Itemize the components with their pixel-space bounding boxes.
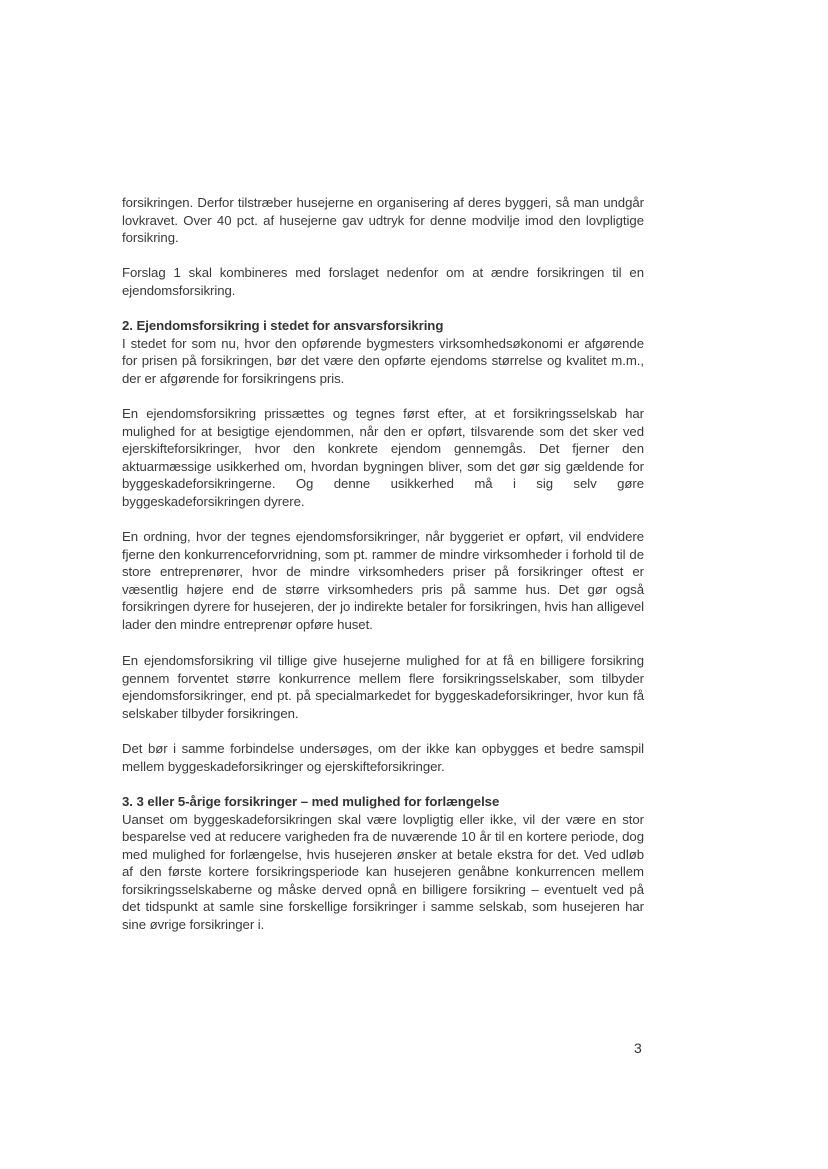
paragraph-billigere-forsikring — [122, 652, 644, 722]
paragraph-text: Forslag 1 skal kombineres med forslaget nedenfor om at ændre forsikringen til en ejendomsforsikring. — [122, 265, 644, 298]
paragraph-samspil — [122, 740, 644, 775]
section-3 — [122, 793, 644, 933]
section-2 — [122, 317, 644, 387]
paragraph-forsikringen-intro — [122, 194, 644, 247]
paragraph-text: I stedet for som nu, hvor den opførende bygmesters virksomhedsøkonomi er afgørende for prisen på forsikringen, bør det være den opførte ejendoms størrelse og kvalitet m.m., der er afgørende for forsikringens pris. — [122, 335, 644, 386]
paragraph-text: En ejendomsforsikring vil tillige give husejerne mulighed for at få en billigere forsikring gennem forventet større konkurrence mellem flere forsikringsselskaber, som tilbyder ejendomsforsikringer, end pt. på specialmarkedet for byggeskadeforsikringer, hvor kun få selskaber tilbyder forsikringen. — [122, 653, 644, 721]
page-number: 3 — [634, 1040, 642, 1056]
section-2-heading: 2. Ejendomsforsikring i stedet for ansvarsforsikring — [122, 318, 444, 333]
section-3-heading: 3. 3 eller 5-årige forsikringer – med mulighed for forlængelse — [122, 794, 500, 809]
paragraph-text: forsikringen. Derfor tilstræber husejerne en organisering af deres byggeri, så man undgår lovkravet. Over 40 pct. af husejerne gav udtryk for denne modvilje imod den lovpligtige forsikring. — [122, 195, 644, 245]
paragraph-text: En ordning, hvor der tegnes ejendomsforsikringer, når byggeriet er opført, vil endvidere fjerne den konkurrenceforvridning, som pt. rammer de mindre virksomheder i forhold til de store entreprenører, hvor de mindre virksomheders priser på forsikringer oftest er væsentlig højere end de større virksomheders pris på samme hus. Det gør også forsikringen dyrere for husejeren, der jo indirekte betaler for forsikringen, hvis han alligevel lader den mindre entreprenør opføre huset. — [122, 529, 644, 632]
paragraph-ordning — [122, 528, 644, 633]
paragraph-ejendomsforsikring-prissaettes — [122, 405, 644, 510]
paragraph-text: Uanset om byggeskadeforsikringen skal være lovpligtig eller ikke, vil der være en stor besparelse ved at reducere varigheden fra de nuværende 10 år til en kortere periode, dog med mulighed for forlængelse, hvis husejeren ønsker at betale ekstra for det. Ved udløb af den første kortere forsikringsperiode kan husejeren genåbne konkurrencen mellem forsikringsselskaberne og måske derved opnå en billigere forsikring – eventuelt ved på det tidspunkt at samle sine forskellige forsikringer i samme selskab, som husejeren har sine øvrige forsikringer i. — [122, 811, 644, 932]
paragraph-text: Det bør i samme forbindelse undersøges, om der ikke kan opbygges et bedre samspil mellem byggeskadeforsikringer og ejerskifteforsikringer. — [122, 741, 644, 774]
paragraph-forslag-1 — [122, 264, 644, 299]
paragraph-text: En ejendomsforsikring prissættes og tegnes først efter, at et forsikringsselskab har mulighed for at besigtige ejendommen, når den er opført, tilsvarende som det sker ved ejerskifteforsikringer, hvor den konkrete ejendom gennemgås. Det fjerner den aktuarmæssige usikkerhed om, hvordan bygningen bliver, som det gør sig gældende for byggeskadeforsikringerne. Og denne usikkerhed må i sig selv gøre byggeskadeforsikringen dyrere. — [122, 406, 644, 509]
